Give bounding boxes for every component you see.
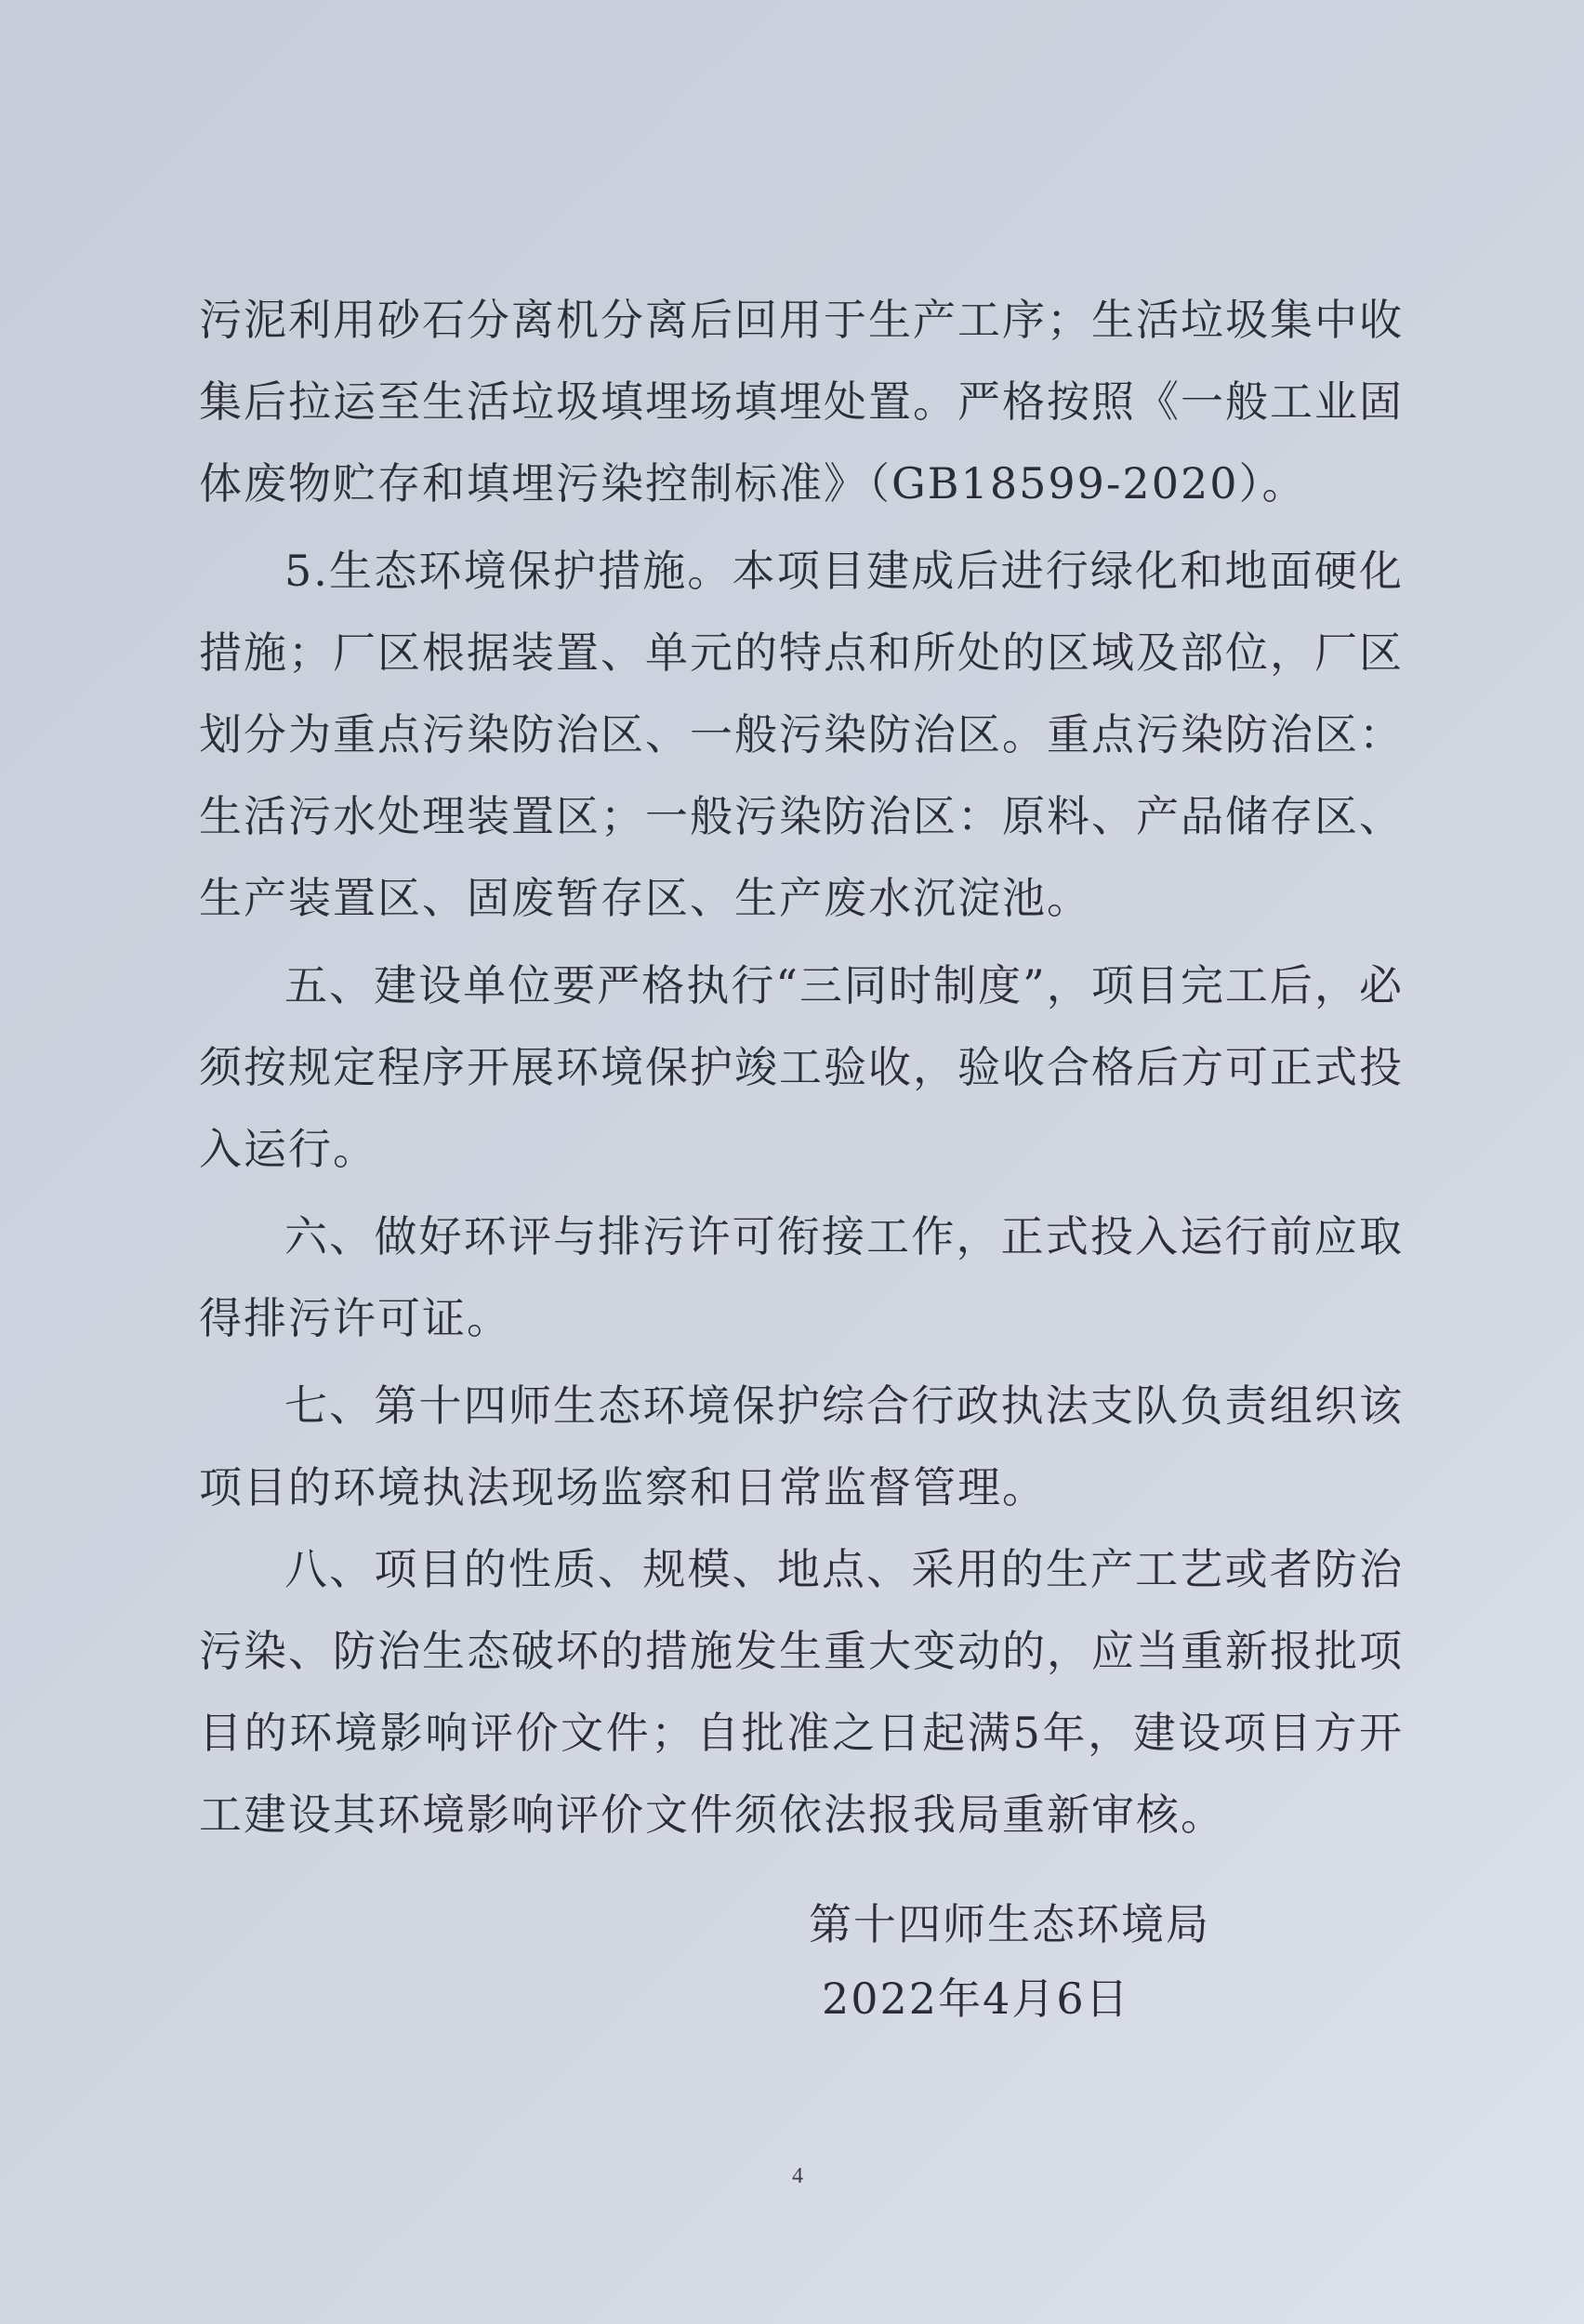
issuing-organization: 第十四师生态环境局 [809,1899,1210,1949]
paragraph-three-simultaneous: 五、建设单位要严格执行“三同时制度”，项目完工后，必须按规定程序开展环境保护竣工验收，验收合格后方可正式投入运行。 [199,960,1404,1174]
paragraph-emission-permit: 六、做好环评与排污许可衔接工作，正式投入运行前应取得排污许可证。 [199,1211,1404,1343]
document-body [199,279,1404,1855]
paragraph-ecological-protection: 5.生态环境保护措施。本项目建成后进行绿化和地面硬化措施；厂区根据装置、单元的特点和所处的区域及部位，厂区划分为重点污染防治区、一般污染防治区。重点污染防治区：生活污水处理装置区；一般污染防治区：原料、产品储存区、生产装置区、固废暂存区、生产废水沉淀池。 [199,546,1404,923]
paragraph-enforcement: 七、第十四师生态环境保护综合行政执法支队负责组织该项目的环境执法现场监察和日常监督管理。 [199,1380,1404,1512]
page-number: 4 [792,2164,803,2188]
signature-block [809,1887,1210,2036]
paragraph-major-changes: 八、项目的性质、规模、地点、采用的生产工艺或者防治污染、防治生态破坏的措施发生重大变动的，应当重新报批项目的环境影响评价文件；自批准之日起满5年，建设项目方开工建设其环境影响评价文件须依法报我局重新审核。 [199,1544,1404,1840]
issue-date: 2022年4月6日 [822,1974,1130,2024]
paragraph-solid-waste: 污泥利用砂石分离机分离后回用于生产工序；生活垃圾集中收集后拉运至生活垃圾填埋场填埋处置。严格按照《一般工业固体废物贮存和填埋污染控制标准》（GB18599-2020）。 [199,295,1404,508]
